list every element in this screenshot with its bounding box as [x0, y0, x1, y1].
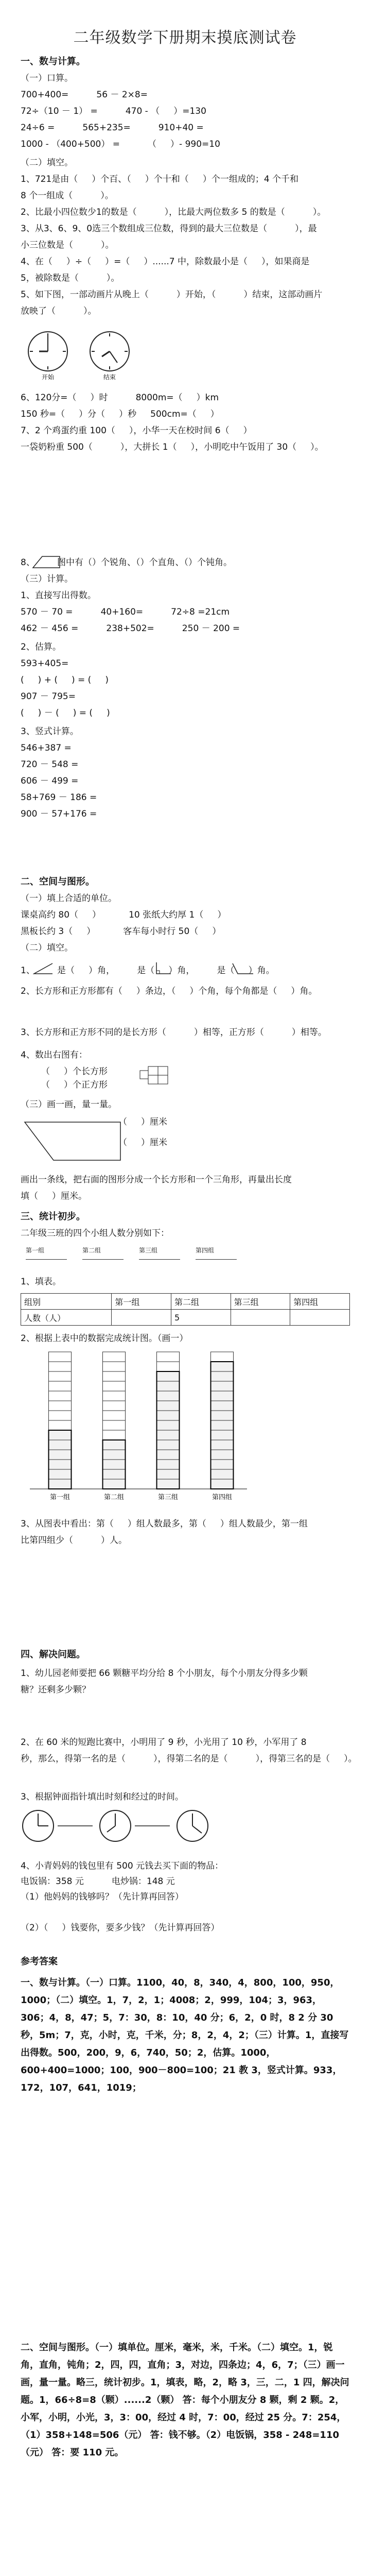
fill2-line: （ ）个长方形 — [41, 1066, 108, 1077]
direct-line: 462 － 456 = 238+502= 250 － 200 = — [21, 623, 240, 634]
estimate-heading: 2、估算。 — [21, 642, 61, 652]
vertical-line: 58+769 － 186 = — [21, 792, 97, 803]
bar-cell — [49, 1411, 72, 1420]
bar-cell — [211, 1362, 234, 1371]
calc-heading: （三）计算。 — [21, 574, 73, 584]
stats-question: 3、从图表中看出：第（ ）组人数最多，第（ ）组人数最少，第一组 — [21, 1519, 308, 1529]
estimate-line: 907 － 795= — [21, 691, 76, 702]
bar-cell — [157, 1460, 180, 1469]
oral-heading: （一）口算。 — [21, 73, 73, 83]
bar-cell — [211, 1371, 234, 1381]
vertical-line: 546+387 = — [21, 743, 72, 753]
problem-line: （1）他妈妈的钱够吗？（先计算再回答） — [21, 1892, 184, 1902]
vertical-line: 900 － 57+176 = — [21, 809, 97, 819]
bar-cell — [157, 1401, 180, 1411]
fill-line: 放映了（ ）。 — [21, 306, 97, 316]
fill-line: 150 秒=（ ）分（ ）秒 500cm=（ ） — [21, 409, 219, 419]
obtuse-angle-icon — [232, 961, 254, 976]
fill-line: 3、从3、6、9、0选三个数组成三位数，得到的最大三位数是（ ），最 — [21, 224, 317, 234]
section-3-heading: 三、统计初步。 — [21, 1211, 85, 1222]
vertical-heading: 3、竖式计算。 — [21, 726, 79, 737]
estimate-line: 593+405= — [21, 658, 69, 669]
fill2-line: 3、长方形和正方形不同的是长方形（ ）相等，正方形（ ）相等。 — [21, 1027, 327, 1038]
clock-end-label: 结束 — [103, 374, 116, 381]
section-1-heading: 一、数与计算。 — [21, 56, 85, 67]
group-label: 第三组 — [139, 1247, 158, 1254]
bar-cell — [157, 1430, 180, 1440]
fill2-line: 填（ ）厘米。 — [21, 1191, 87, 1201]
fill-line: 5、如下图，一部动画片从晚上（ ）开始，（ ）结束，这部动画片 — [21, 290, 323, 300]
units-line: 课桌高约 80（ ） 10 张纸大约厚 1（ ） — [21, 910, 226, 920]
fill-line: 2、比最小四位数少1的数是（ ），比最大两位数多 5 的数是（ ）。 — [21, 207, 326, 217]
fill-line: 1、721是由（ ）个百、（ ）个十和（ ）个一组成的；4 个千和 — [21, 174, 299, 184]
table-cell — [290, 1310, 350, 1326]
bar-cell — [49, 1479, 72, 1489]
angle-figure-icon — [32, 555, 61, 569]
table-header-cell: 第三组 — [231, 1294, 290, 1310]
bar-cell — [211, 1479, 234, 1489]
bar-cell — [49, 1371, 72, 1381]
group-label: 第一组 — [26, 1247, 45, 1254]
bar-cell — [103, 1479, 126, 1489]
bar-cell — [103, 1352, 126, 1362]
fill-line: 6、120分=（ ）时 8000m=（ ）km — [21, 393, 219, 403]
oral-line: 1000 - （400+500） = （ ）- 990=10 — [21, 139, 220, 149]
bar-chart — [23, 1349, 249, 1503]
stats-table — [21, 1293, 350, 1326]
problem-line: 电饭锅：358 元 电炒锅：148 元 — [21, 1876, 175, 1887]
bar-cell — [103, 1411, 126, 1420]
bar-cell — [49, 1362, 72, 1371]
fill2-line: 2、长方形和正方形都有（ ）条边，（ ）个角，每个角都是（ ）角。 — [21, 986, 318, 996]
angle-question: 8、 图中有（）个锐角、（）个直角、（）个钝角。 — [21, 557, 233, 568]
bar-cell — [211, 1401, 234, 1411]
oral-line: 700+400= 56 － 2×8= — [21, 90, 148, 100]
fill-line: 小三位数是（ ）。 — [21, 240, 114, 250]
problem-line: 秒，那么，得第一名的是（ ），得第二名的是（ ），得第三名的是（ ）。 — [21, 1754, 357, 1764]
bar-category-label: 第四组 — [212, 1494, 233, 1501]
direct-line: 570 － 70 = 40+160= 72÷8 =21cm — [21, 607, 230, 617]
bar-cell — [211, 1381, 234, 1391]
acute-angle-icon — [33, 961, 54, 976]
fill-line: 8 个一组成（ ）。 — [21, 191, 114, 201]
vertical-line: 720 － 548 = — [21, 759, 79, 770]
bar-cell — [157, 1450, 180, 1460]
fill-line: 一袋奶粉重 500（ ），大拼长 1（ ），小明吃中午饭用了 30（ ）。 — [21, 442, 324, 452]
fill2-line: 画出一条线，把右面的图形分成一个长方形和一个三角形，再量出长度 — [21, 1175, 292, 1185]
answers-part-1: 一、数与计算。（一）口算。1100，40，8，340，4，800，100，950，1000；（二）填空。1，7，2，1；4008；2，999，104；3，963，306；4，8，47；5，7：30，8：10，40 分；6，2，0 时，8 2 分 30 秒，5m；7，克，小时，克，千米，分；8，2，4，2；（三）计算。1，直接写出得数。500，200，9，6，740，50；2，估算。1000，600+400=1000；100，900－800=100；21 教 3，竖式计算。933，172，107，641，1019； — [21, 1977, 349, 2093]
section-4-heading: 四、解决问题。 — [21, 1649, 85, 1660]
right-angle-icon — [154, 961, 172, 976]
bar-cell — [49, 1381, 72, 1391]
fill2-line: （三）画一画，量一量。 — [21, 1099, 117, 1110]
grid-figure-icon — [139, 1065, 170, 1086]
clock-start-icon — [25, 330, 71, 381]
table-cell: 人数（人） — [21, 1310, 112, 1326]
answers-part-2: 二、空间与图形。（一）填单位。厘米，毫米，米，千米。（二）填空。1，锐角，直角，钝角；2，四，四，直角；3，对边，四条边；4，6，7；（三）画一画，量一量。略三，统计初步。1，填表，略，2，略 3，三，二，1 四，解决问题。1，66÷8=8（颗）......2（颗） 答：每个小朋友分 8 颗，剩 2 颗。2，小军，小明，小光，3，3：00，经过 4 时，7：00，经过 25 分。7：254，（1）358+148=506（元） 答：钱不够。（2）电饭锅，358 - 248=110（元） 答：要 110 元。 — [21, 2342, 349, 2458]
bar-cell — [157, 1371, 180, 1381]
bar-cell — [211, 1411, 234, 1420]
table-cell — [112, 1310, 171, 1326]
bar-cell — [211, 1460, 234, 1469]
bar-cell — [103, 1381, 126, 1391]
bar-cell — [103, 1430, 126, 1440]
bar-cell — [103, 1469, 126, 1479]
ruler-label: （ ）厘米 — [118, 1138, 168, 1148]
problem-line: 4、小青妈妈的钱包里有 500 元钱去买下面的物品： — [21, 1861, 224, 1871]
clock-end-icon — [86, 330, 133, 381]
direct-heading: 1、直接写出得数。 — [21, 590, 96, 601]
table-header-cell: 第二组 — [171, 1294, 231, 1310]
units-line: 黑板长约 3（ ） 客车每小时行 50（ ） — [21, 926, 221, 937]
bar-cell — [49, 1450, 72, 1460]
vertical-line: 606 － 499 = — [21, 776, 79, 786]
bar-cell — [211, 1440, 234, 1450]
group-figures — [26, 1246, 242, 1269]
stats-intro: 二年级三班的四个小组人数分别如下： — [21, 1228, 169, 1239]
fill2-line: （ ）个正方形 — [41, 1080, 108, 1090]
estimate-line: ( ) + ( ) = ( ) — [21, 675, 109, 685]
bar-cell — [157, 1362, 180, 1371]
bar-cell — [49, 1391, 72, 1401]
bar-cell — [103, 1391, 126, 1401]
table-header-cell: 第四组 — [290, 1294, 350, 1310]
bar-cell — [49, 1460, 72, 1469]
chart-heading: 2、根据上表中的数据完成统计图。（画一） — [21, 1333, 188, 1344]
bar-cell — [211, 1430, 234, 1440]
table-cell: 5 — [171, 1310, 231, 1326]
clock-start-label: 开始 — [41, 374, 55, 381]
table-heading: 1、填表。 — [21, 1277, 61, 1287]
bar-cell — [157, 1420, 180, 1430]
problem-line: 1、幼儿园老师要把 66 颗糖平均分给 8 个小朋友，每个小朋友分得多少颗 — [21, 1668, 308, 1679]
fill2-line: 1、 是（ ）角， 是（ ）角， 是（ ）角。 — [21, 965, 275, 976]
problem-line: 糖？还剩多少颗？ — [21, 1685, 91, 1695]
stats-question: 比第四组少（ ）人。 — [21, 1535, 128, 1546]
bar-cell — [211, 1469, 234, 1479]
bar-cell — [157, 1469, 180, 1479]
bar-cell — [211, 1420, 234, 1430]
trapezoid-figure-icon — [23, 1117, 126, 1163]
fill-line: 5，被除数是（ ）。 — [21, 273, 120, 283]
bar-category-label: 第二组 — [103, 1494, 125, 1501]
bar-category-label: 第三组 — [157, 1494, 179, 1501]
fill-line: 7、2 个鸡蛋约重 100（ ），小华一天在校时间 6（ ） — [21, 426, 252, 436]
bar-cell — [49, 1440, 72, 1450]
bar-cell — [211, 1352, 234, 1362]
bar-cell — [49, 1401, 72, 1411]
bar-cell — [49, 1469, 72, 1479]
fill2-line: 4、数出右图有： — [21, 1050, 87, 1060]
fill-heading: （二）填空。 — [21, 158, 73, 168]
bar-cell — [211, 1450, 234, 1460]
group-label: 第二组 — [82, 1247, 101, 1254]
fill-line: 4、在（ ）÷（ ）=（ ）......7 中，除数最小是（ ），如果商是 — [21, 257, 310, 267]
bar-cell — [103, 1401, 126, 1411]
estimate-line: ( ) － ( ) = ( ) — [21, 708, 110, 718]
bar-cell — [157, 1381, 180, 1391]
bar-cell — [49, 1420, 72, 1430]
bar-cell — [103, 1420, 126, 1430]
group-label: 第四组 — [196, 1247, 215, 1254]
bar-cell — [157, 1391, 180, 1401]
table-cell — [231, 1310, 290, 1326]
clock-row-icon — [21, 1808, 288, 1844]
bar-cell — [103, 1440, 126, 1450]
problem-line: 3、根据钟面指针填出时刻和经过的时间。 — [21, 1792, 184, 1802]
oral-line: 24÷6 = 565+235= 910+40 = — [21, 123, 204, 133]
fill2-heading: （二）填空。 — [21, 943, 73, 953]
answers-heading: 参考答案 — [21, 1956, 58, 1967]
problem-line: 2、在 60 米的短跑比赛中，小明用了 9 秒，小光用了 10 秒，小军用了 8 — [21, 1737, 307, 1748]
table-header-cell: 组别 — [21, 1294, 112, 1310]
bar-cell — [103, 1460, 126, 1469]
problem-line: （2）（ ）钱要你，要多少钱？（先计算再回答） — [21, 1923, 220, 1933]
bar-cell — [103, 1450, 126, 1460]
ruler-label: （ ）厘米 — [118, 1117, 168, 1127]
bar-cell — [103, 1371, 126, 1381]
bar-cell — [157, 1411, 180, 1420]
page-title: 二年级数学下册期末摸底测试卷 — [73, 29, 297, 47]
bar-cell — [157, 1479, 180, 1489]
table-header-cell: 第一组 — [112, 1294, 171, 1310]
oral-line: 72÷（10 － 1） = 470 - （ ）=130 — [21, 106, 206, 116]
bar-category-label: 第一组 — [49, 1494, 71, 1501]
bar-cell — [103, 1362, 126, 1371]
section-2-heading: 二、空间与图形。 — [21, 876, 95, 887]
bar-cell — [49, 1352, 72, 1362]
bar-cell — [49, 1430, 72, 1440]
bar-cell — [157, 1352, 180, 1362]
bar-cell — [157, 1440, 180, 1450]
bar-cell — [211, 1391, 234, 1401]
units-heading: （一）填上合适的单位。 — [21, 893, 117, 904]
